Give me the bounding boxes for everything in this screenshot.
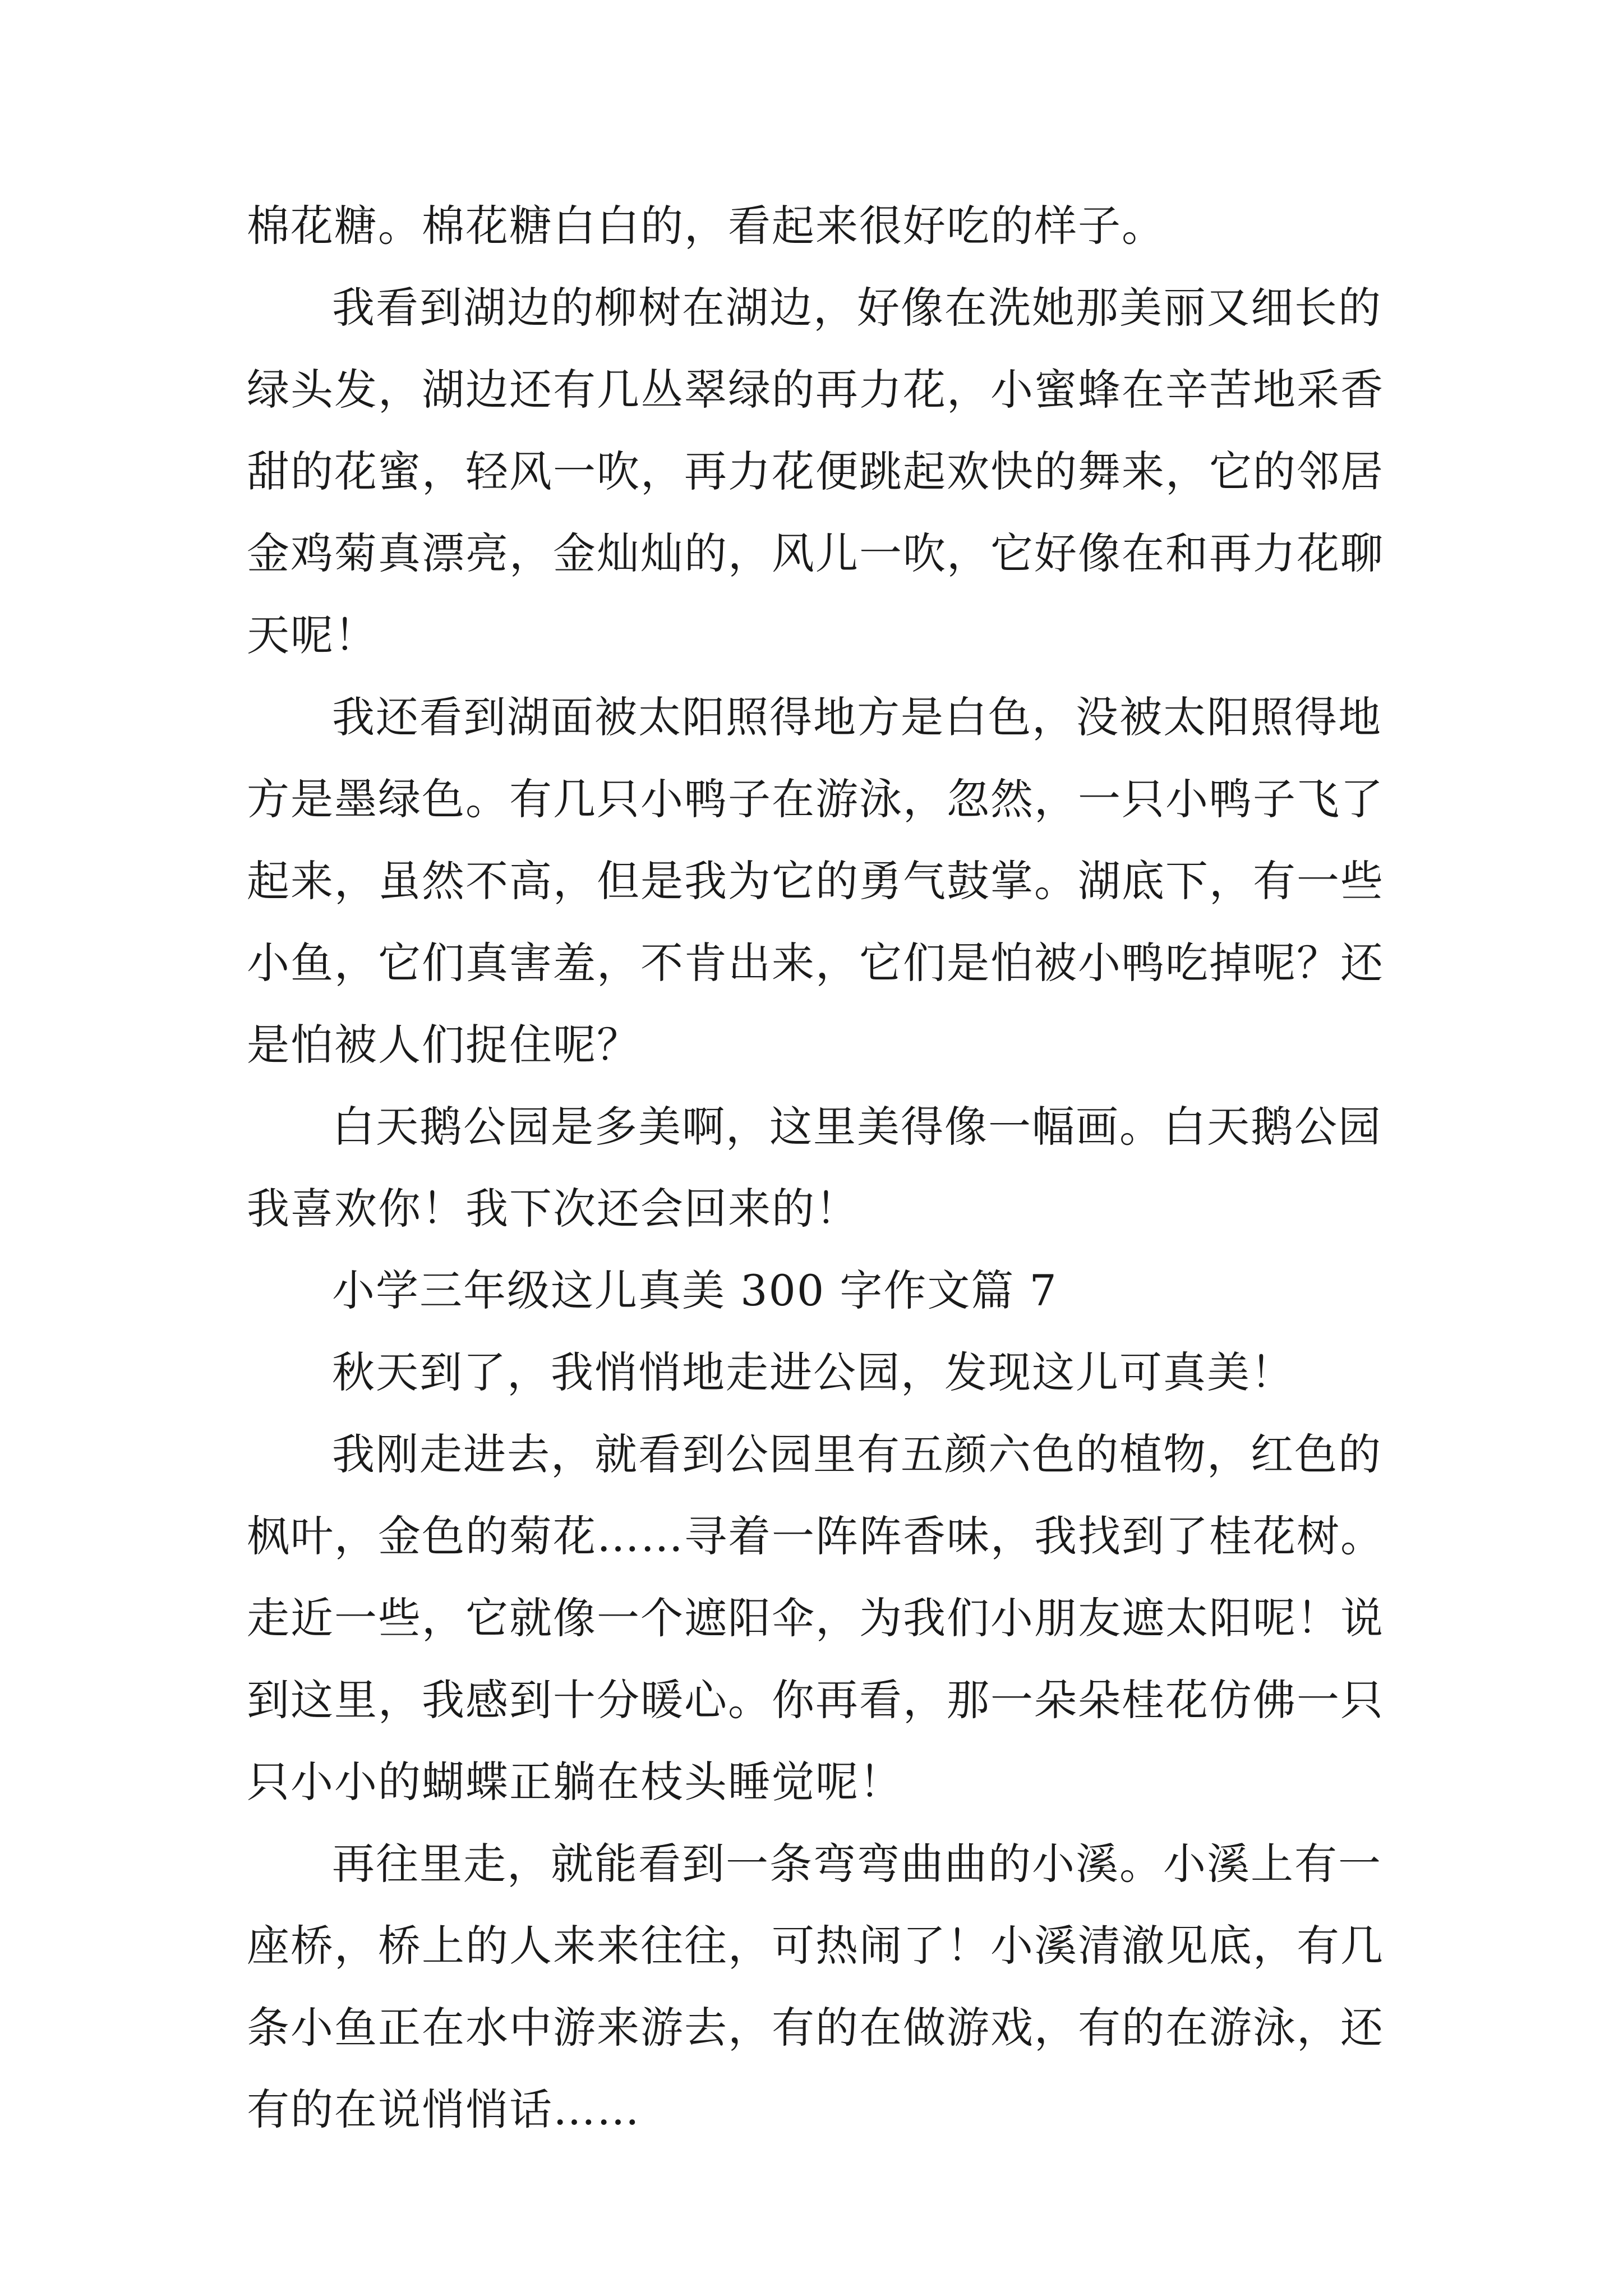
text-line: 走近一些，它就像一个遮阳伞，为我们小朋友遮太阳呢！说 [247,1593,1384,1643]
text-line: 金鸡菊真漂亮，金灿灿的，风儿一吹，它好像在和再力花聊 [247,528,1384,578]
text-line: 到这里，我感到十分暖心。你再看，那一朵朵桂花仿佛一只 [247,1675,1384,1725]
section-heading: 小学三年级这儿真美 300 字作文篇 7 [332,1266,1058,1315]
text-line: 只小小的蝴蝶正躺在枝头睡觉呢！ [247,1757,903,1807]
text-line: 秋天到了，我悄悄地走进公园，发现这儿可真美！ [332,1347,1294,1397]
text-line: 白天鹅公园是多美啊，这里美得像一幅画。白天鹅公园 [332,1102,1382,1152]
text-line: 座桥，桥上的人来来往往，可热闹了！小溪清澈见底，有几 [247,1921,1384,1971]
text-line: 我还看到湖面被太阳照得地方是白色，没被太阳照得地 [332,692,1382,742]
text-line: 枫叶，金色的菊花……寻着一阵阵香味，我找到了桂花树。 [247,1511,1384,1561]
text-line: 甜的花蜜，轻风一吹，再力花便跳起欢快的舞来，它的邻居 [247,447,1384,496]
text-line: 棉花糖。棉花糖白白的，看起来很好吃的样子。 [247,201,1165,251]
text-line: 天呢！ [247,610,378,660]
text-line: 再往里走，就能看到一条弯弯曲曲的小溪。小溪上有一 [332,1839,1382,1889]
text-line: 是怕被人们捉住呢？ [247,1020,640,1070]
text-line: 绿头发，湖边还有几丛翠绿的再力花，小蜜蜂在辛苦地采香 [247,365,1384,415]
text-line: 我喜欢你！我下次还会回来的！ [247,1184,859,1234]
text-line: 方是墨绿色。有几只小鸭子在游泳，忽然，一只小鸭子飞了 [247,774,1384,824]
text-line: 我看到湖边的柳树在湖边，好像在洗她那美丽又细长的 [332,283,1382,333]
document-body [247,185,1391,2151]
text-line: 小鱼，它们真害羞，不肯出来，它们是怕被小鸭吃掉呢？还 [247,938,1384,988]
text-line: 条小鱼正在水中游来游去，有的在做游戏，有的在游泳，还 [247,2003,1384,2053]
text-line: 起来，虽然不高，但是我为它的勇气鼓掌。湖底下，有一些 [247,856,1384,906]
text-line: 有的在说悄悄话…… [247,2085,640,2134]
text-line: 我刚走进去，就看到公园里有五颜六色的植物，红色的 [332,1429,1382,1479]
